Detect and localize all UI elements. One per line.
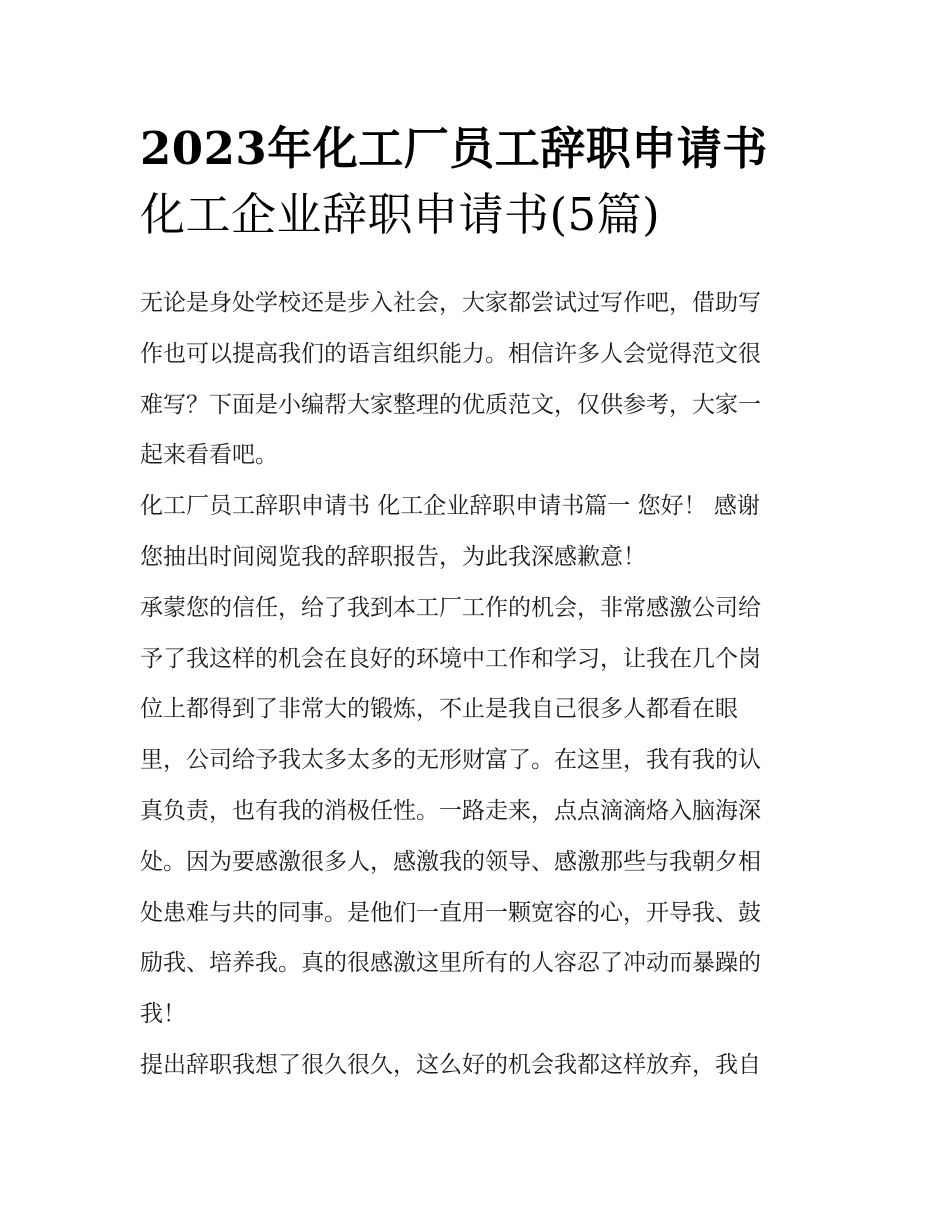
body-line: 提出辞职我想了很久很久，这么好的机会我都这样放弃，我自 — [140, 1051, 761, 1078]
body-line: 作也可以提高我们的语言组织能力。相信许多人会觉得范文很 — [140, 340, 761, 367]
body-line: 处患难与共的同事。是他们一直用一颗宽容的心，开导我、鼓 — [140, 899, 761, 926]
body-line: 里，公司给予我太多太多的无形财富了。在这里，我有我的认 — [140, 747, 761, 774]
body-line: 励我、培养我。真的很感激这里所有的人容忍了冲动而暴躁的 — [140, 950, 761, 977]
body-line: 予了我这样的机会在良好的环境中工作和学习，让我在几个岗 — [140, 645, 761, 672]
body-line: 起来看看吧。 — [140, 442, 278, 469]
body-line: 化工厂员工辞职申请书 化工企业辞职申请书篇一 您好！ 感谢 — [140, 493, 760, 520]
body-line: 真负责，也有我的消极任性。一路走来，点点滴滴烙入脑海深 — [140, 797, 761, 824]
body-line: 我！ — [140, 1001, 186, 1028]
title-line-1: 2023年化工厂员工辞职申请书 — [140, 122, 768, 175]
body-line: 处。因为要感激很多人，感激我的领导、感激那些与我朝夕相 — [140, 848, 761, 875]
title-line-2: 化工企业辞职申请书(5篇) — [140, 188, 661, 241]
body-line: 位上都得到了非常大的锻炼，不止是我自己很多人都看在眼 — [140, 696, 738, 723]
document-title — [140, 116, 820, 248]
body-line: 您抽出时间阅览我的辞职报告，为此我深感歉意！ — [140, 543, 646, 570]
body-line: 难写？下面是小编帮大家整理的优质范文，仅供参考，大家一 — [140, 391, 761, 418]
body-line: 无论是身处学校还是步入社会，大家都尝试过写作吧，借助写 — [140, 290, 761, 316]
document-body — [140, 278, 820, 1091]
body-line: 承蒙您的信任，给了我到本工厂工作的机会，非常感激公司给 — [140, 594, 761, 621]
